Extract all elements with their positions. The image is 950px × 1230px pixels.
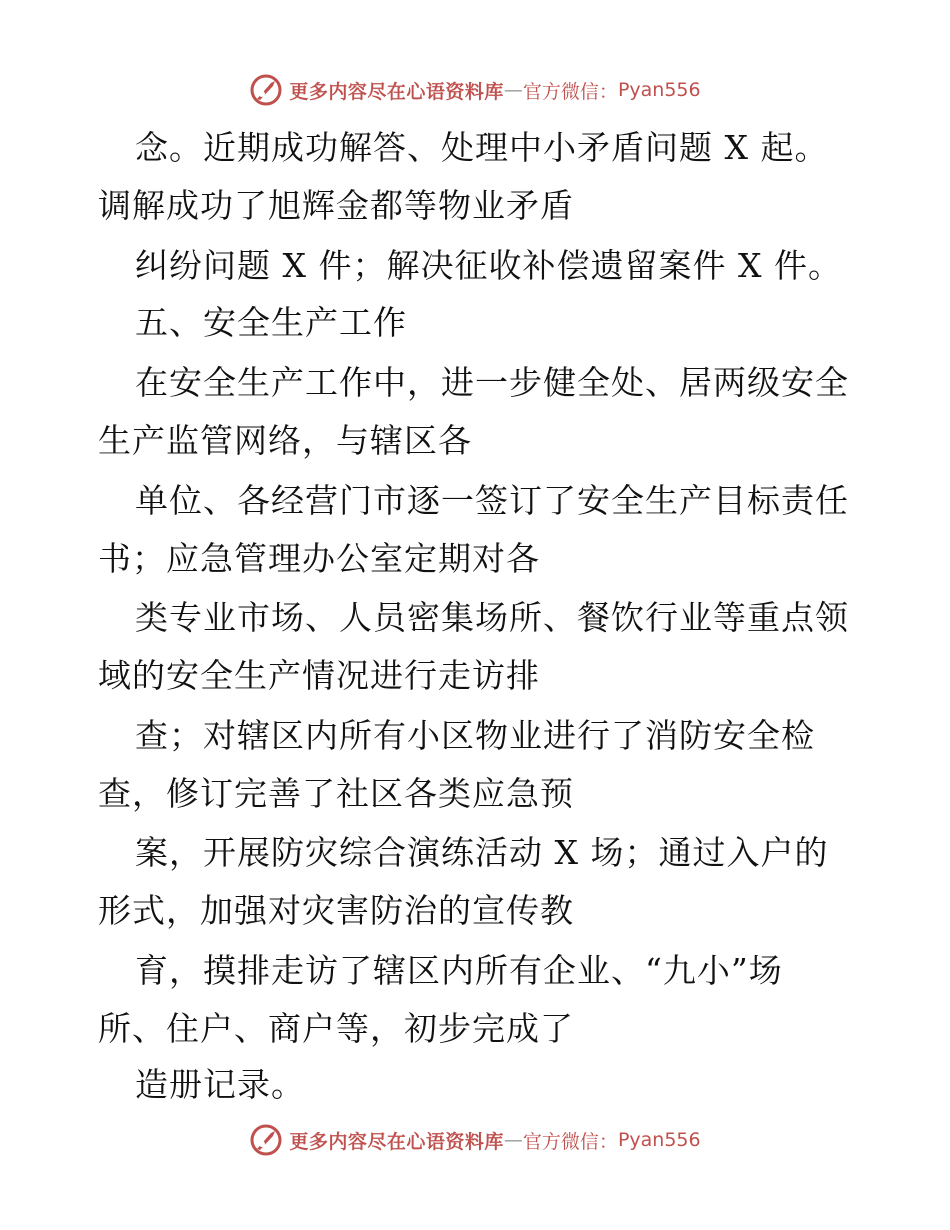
quill-logo-icon [249, 1123, 283, 1157]
text-line: 育，摸排走访了辖区内所有企业、“九小”场 [135, 951, 783, 990]
watermark-wechat-id: Pyan556 [617, 1129, 701, 1151]
text-line: 类专业市场、人员密集场所、餐饮行业等重点领 [135, 598, 849, 637]
text-line: 造册记录。 [135, 1065, 305, 1104]
watermark-wechat-label: 官方微信： [522, 1130, 618, 1153]
footer-watermark [0, 1120, 950, 1160]
text-line: 书；应急管理办公室定期对各 [98, 539, 540, 578]
watermark-wechat-id: Pyan556 [617, 79, 701, 101]
text-line: 形式，加强对灾害防治的宣传教 [98, 891, 574, 930]
text-line: 念。近期成功解答、处理中小矛盾问题 X 起。 [135, 128, 829, 167]
text-line: 查；对辖区内所有小区物业进行了消防安全检 [135, 716, 815, 755]
watermark-wechat-label: 官方微信： [522, 80, 618, 103]
text-line: 所、住户、商户等，初步完成了 [98, 1009, 574, 1048]
watermark-site-text: 更多内容尽在心语资料库 [289, 80, 504, 103]
text-line: 调解成功了旭辉金都等物业矛盾 [98, 186, 574, 225]
watermark-site-text: 更多内容尽在心语资料库 [289, 1130, 504, 1153]
text-line: 单位、各经营门市逐一签订了安全生产目标责任 [135, 481, 849, 520]
watermark-separator: — [503, 79, 523, 101]
watermark-separator: — [503, 1129, 523, 1151]
text-line: 查，修订完善了社区各类应急预 [98, 774, 574, 813]
text-line: 纠纷问题 X 件；解决征收补偿遗留案件 X 件。 [135, 246, 842, 285]
section-heading: 五、安全生产工作 [135, 303, 407, 342]
text-line: 生产监管网络，与辖区各 [98, 421, 472, 460]
text-line: 域的安全生产情况进行走访排 [98, 656, 540, 695]
text-line: 案，开展防灾综合演练活动 X 场；通过入户的 [135, 833, 829, 872]
text-line: 在安全生产工作中，进一步健全处、居两级安全 [135, 363, 849, 402]
